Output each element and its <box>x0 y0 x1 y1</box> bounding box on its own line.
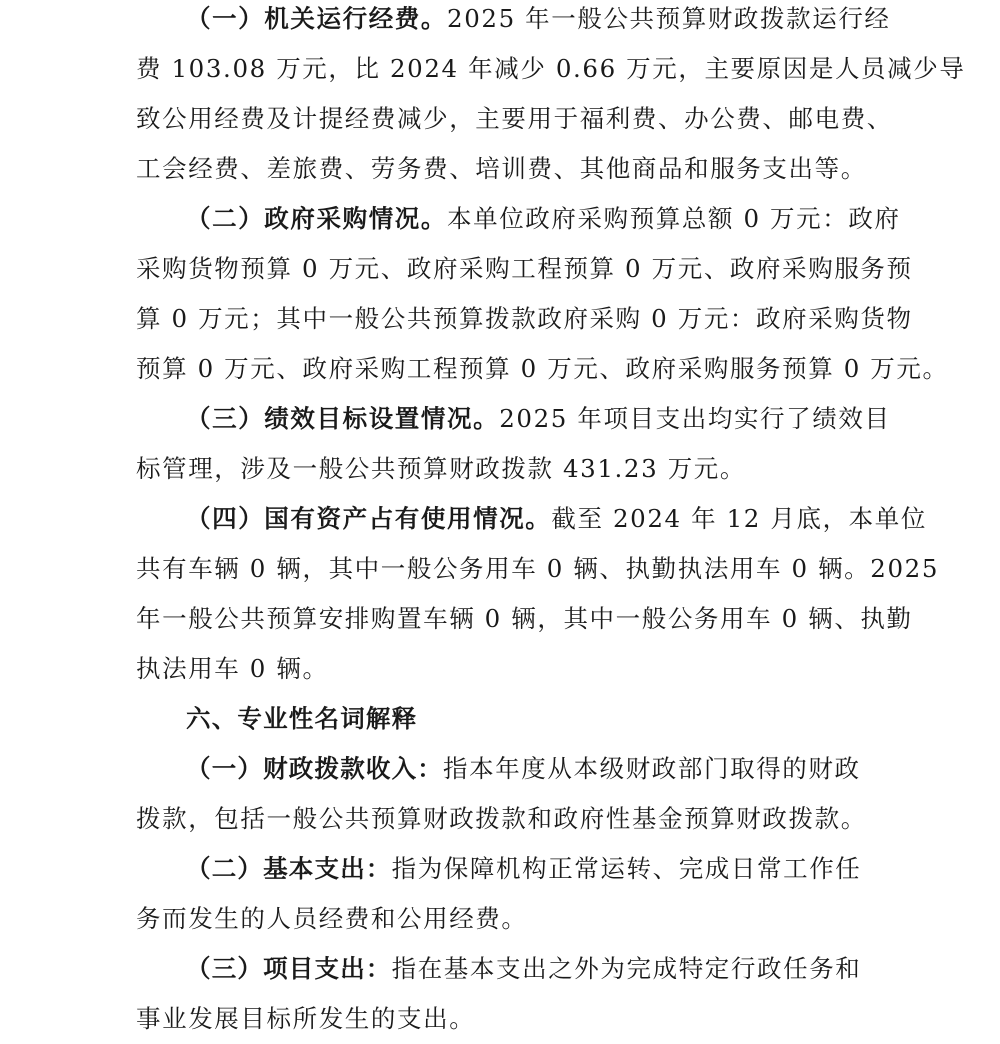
paragraph-text: 截至 2024 年 12 月底，本单位 <box>551 504 927 533</box>
paragraph-line: 预算 0 万元、政府采购工程预算 0 万元、政府采购服务预算 0 万元。 <box>136 354 949 383</box>
paragraph-text: 本单位政府采购预算总额 0 万元：政府 <box>447 204 901 233</box>
paragraph-line <box>0 394 1000 444</box>
paragraph-line: 共有车辆 0 辆，其中一般公务用车 0 辆、执勤执法用车 0 辆。2025 <box>136 554 940 583</box>
paragraph-line <box>0 844 1000 894</box>
term-lead: （三）项目支出： <box>186 954 392 983</box>
paragraph-text: 2025 年一般公共预算财政拨款运行经 <box>447 4 891 33</box>
paragraph-lead: （二）政府采购情况。 <box>186 204 447 233</box>
paragraph-text: 指为保障机构正常运转、完成日常工作任 <box>391 854 862 883</box>
paragraph-line <box>0 944 1000 994</box>
section-heading-text: 六、专业性名词解释 <box>186 704 418 733</box>
paragraph-line: 事业发展目标所发生的支出。 <box>136 1004 476 1033</box>
paragraph-line <box>0 194 1000 244</box>
paragraph-line: 务而发生的人员经费和公用经费。 <box>136 904 528 933</box>
paragraph-line: 标管理，涉及一般公共预算财政拨款 431.23 万元。 <box>136 454 746 483</box>
paragraph-line: 工会经费、差旅费、劳务费、培训费、其他商品和服务支出等。 <box>136 154 867 183</box>
paragraph-lead: （三）绩效目标设置情况。 <box>186 404 500 433</box>
paragraph-text: 指本年度从本级财政部门取得的财政 <box>443 754 861 783</box>
paragraph-line: 致公用经费及计提经费减少，主要用于福利费、办公费、邮电费、 <box>136 104 893 133</box>
paragraph-line <box>0 744 1000 794</box>
paragraph-line <box>0 0 1000 44</box>
paragraph-line: 采购货物预算 0 万元、政府采购工程预算 0 万元、政府采购服务预 <box>136 254 913 283</box>
section-heading <box>0 694 1000 744</box>
paragraph-line: 算 0 万元；其中一般公共预算拨款政府采购 0 万元：政府采购货物 <box>136 304 913 333</box>
paragraph-text: 指在基本支出之外为完成特定行政任务和 <box>391 954 862 983</box>
paragraph-text: 2025 年项目支出均实行了绩效目 <box>499 404 891 433</box>
paragraph-lead: （四）国有资产占有使用情况。 <box>186 504 552 533</box>
paragraph-line: 拨款，包括一般公共预算财政拨款和政府性基金预算财政拨款。 <box>136 804 867 833</box>
paragraph-line: 执法用车 0 辆。 <box>136 654 329 683</box>
paragraph-lead: （一）机关运行经费。 <box>186 4 447 33</box>
paragraph-line <box>0 494 1000 544</box>
paragraph-line: 费 103.08 万元，比 2024 年减少 0.66 万元，主要原因是人员减少导 <box>136 54 966 83</box>
paragraph-line: 年一般公共预算安排购置车辆 0 辆，其中一般公务用车 0 辆、执勤 <box>136 604 913 633</box>
term-lead: （一）财政拨款收入： <box>186 754 443 783</box>
term-lead: （二）基本支出： <box>186 854 392 883</box>
